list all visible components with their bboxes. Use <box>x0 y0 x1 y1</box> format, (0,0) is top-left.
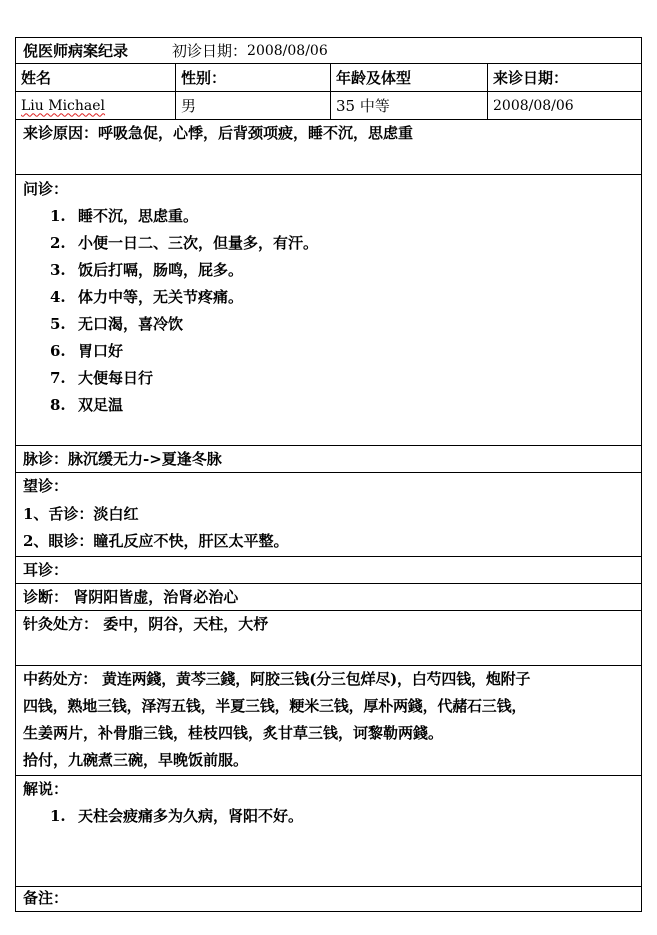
list-item: 4. 体力中等，无关节疼痛。 <box>50 288 244 306</box>
inquiry-list <box>50 203 318 419</box>
first-visit-date: 2008/08/06 <box>247 42 328 59</box>
ear-section <box>16 557 641 584</box>
record-title: 倪医师病案纪录 <box>23 42 129 60</box>
patient-table-values <box>16 92 641 120</box>
list-item: 3. 饭后打嗝，肠鸣，屁多。 <box>50 261 244 279</box>
list-item: 5. 无口渴，喜冷饮 <box>50 315 184 333</box>
eye-diagnosis: 2、眼诊：瞳孔反应不快，肝区太平整。 <box>23 532 289 550</box>
observation-section <box>16 473 641 557</box>
list-item: 8. 双足温 <box>50 396 124 414</box>
acupuncture-text: 针灸处方： 委中，阴谷，天柱，大杼 <box>23 615 269 633</box>
patient-table-header <box>16 64 641 92</box>
list-item: 1. 天柱会疲痛多为久病，肾阳不好。 <box>50 807 304 825</box>
explanation-section <box>16 776 641 887</box>
tongue-diagnosis: 1、舌诊：淡白红 <box>23 505 139 523</box>
case-record-sheet <box>15 37 642 912</box>
header-name: 姓名 <box>21 69 52 87</box>
patient-age-build: 35 中等 <box>330 92 487 119</box>
diagnosis-section <box>16 584 641 611</box>
inquiry-label: 问诊： <box>23 180 69 198</box>
list-item: 6. 胃口好 <box>50 342 124 360</box>
pulse-text: 脉诊：脉沉缓无力->夏逢冬脉 <box>23 450 222 468</box>
patient-visit-date: 2008/08/06 <box>487 92 641 119</box>
acupuncture-section <box>16 611 641 666</box>
patient-name-text: Liu Michael <box>21 97 106 114</box>
header-visit-date: 来诊日期： <box>487 64 641 91</box>
list-item: 7. 大便每日行 <box>50 369 154 387</box>
title-cell <box>16 38 641 63</box>
title-row <box>16 38 641 64</box>
reason-text: 来诊原因：呼吸急促，心悸，后背颈项疲，睡不沉，思虑重 <box>23 124 414 142</box>
herbal-line-4: 拾付，九碗煮三碗，早晚饭前服。 <box>23 751 249 769</box>
ear-label: 耳诊： <box>23 561 69 579</box>
header-age-build: 年龄及体型 <box>330 64 487 91</box>
herbal-section <box>16 666 641 776</box>
inquiry-section <box>16 175 641 446</box>
notes-label: 备注： <box>23 889 69 907</box>
herbal-line-2: 四钱，熟地三钱，泽泻五钱，半夏三钱，粳米三钱，厚朴两錢，代赭石三钱， <box>23 697 527 715</box>
pulse-section <box>16 446 641 473</box>
first-visit-label: 初诊日期： <box>172 42 248 60</box>
reason-section <box>16 120 641 175</box>
patient-gender: 男 <box>175 92 330 119</box>
observation-label: 望诊： <box>23 477 69 495</box>
list-item: 1. 睡不沉，思虑重。 <box>50 207 199 225</box>
herbal-line-3: 生姜两片，补骨脂三钱，桂枝四钱，炙甘草三钱，诃黎勒两錢。 <box>23 724 444 742</box>
herbal-line-1: 中药处方： 黄连两錢，黄芩三錢，阿胶三钱(分三包烊尽)，白芍四钱，炮附子 <box>23 670 531 688</box>
explanation-list <box>50 803 303 830</box>
notes-section <box>16 887 641 911</box>
diagnosis-text: 诊断： 肾阴阳皆虚，治肾必治心 <box>23 588 239 606</box>
list-item: 2. 小便一日二、三次，但量多，有汗。 <box>50 234 319 252</box>
header-gender: 性别： <box>175 64 330 91</box>
patient-name <box>16 92 175 119</box>
explanation-label: 解说： <box>23 780 69 798</box>
